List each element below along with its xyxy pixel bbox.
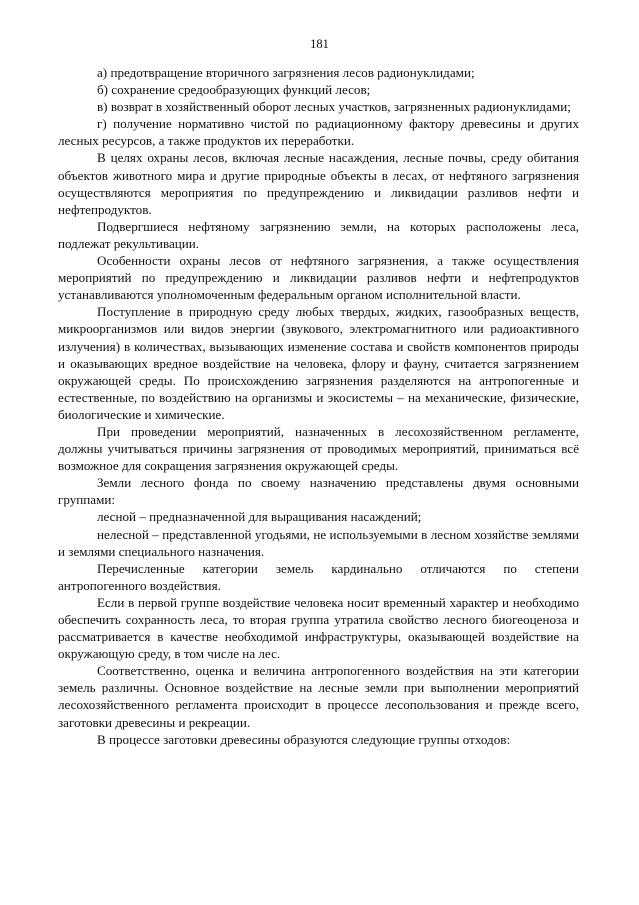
paragraph: В процессе заготовки древесины образуются следующие группы отходов: (97, 731, 511, 747)
paragraph: При проведении мероприятий, назначенных в лесохозяйственном регламенте, должны учитываться причины загрязнения от проводимых мероприятий, приниматься всё возможное для сокращения загрязнения окружающей среды. (58, 423, 579, 474)
page-number: 181 (310, 37, 329, 51)
list-item-v: в) возврат в хозяйственный оборот лесных участков, загрязненных радионуклидами; (97, 99, 571, 115)
list-item-forest-land: лесной – предназначенной для выращивания насаждений; (97, 509, 422, 525)
paragraph: Если в первой группе воздействие человека носит временный характер и необходимо обеспечить сохранность леса, то вторая группа утратила свойство лесного биогеоценоза и рассматривается в качестве необходимой инфраструктуры, оказывающей воздействие на окружающую среду, в том числе на лес. (58, 594, 579, 662)
body-text (58, 64, 579, 748)
paragraph: Земли лесного фонда по своему назначению представлены двумя основными группами: (58, 475, 579, 508)
list-item-a: а) предотвращение вторичного загрязнения лесов радионуклидами; (97, 65, 475, 80)
list-item-non-forest-land: нелесной – представленной угодьями, не используемыми в лесном хозяйстве землями и землями специального назначения. (58, 526, 579, 559)
list-item-g: г) получение нормативно чистой по радиационному фактору древесины и других лесных ресурсов, а также продуктов их переработки. (58, 116, 579, 149)
paragraph: Перечисленные категории земель кардинально отличаются по степени антропогенного воздействия. (58, 560, 579, 593)
paragraph: Подвергшиеся нефтяному загрязнению земли, на которых расположены леса, подлежат рекультивации. (58, 218, 579, 251)
paragraph: Соответственно, оценка и величина антропогенного воздействия на эти категории земель различны. Основное воздействие на лесные земли при выполнении мероприятий лесохозяйственного регламента происходит в процессе лесопользования и прежде всего, заготовки древесины и рекреации. (58, 663, 579, 730)
paragraph: Поступление в природную среду любых твердых, жидких, газообразных веществ, микроорганизмов или видов энергии (звукового, электромагнитного или радиоактивного излучения) в количествах, вызывающих изменение состава и свойств компонентов природы и оказывающих вредное воздействие на человека, флору и фауну, считается загрязнением окружающей среды. По происхождению загрязнения разделяются на антропогенные и естественные, по воздействию на организмы и экосистемы – на механические, физические, биологические и химические. (58, 304, 579, 422)
list-item-b: б) сохранение средообразующих функций лесов; (97, 82, 371, 98)
paragraph: Особенности охраны лесов от нефтяного загрязнения, а также осуществления мероприятий по предупреждению и ликвидации разливов нефти и нефтепродуктов устанавливаются уполномоченным федеральным органом исполнительной власти. (58, 253, 579, 303)
paragraph: В целях охраны лесов, включая лесные насаждения, лесные почвы, среду обитания объектов животного мира и другие природные объекты в лесах, от нефтяного загрязнения осуществляются мероприятия по предупреждению и ликвидации разливов нефти и нефтепродуктов. (58, 150, 579, 217)
